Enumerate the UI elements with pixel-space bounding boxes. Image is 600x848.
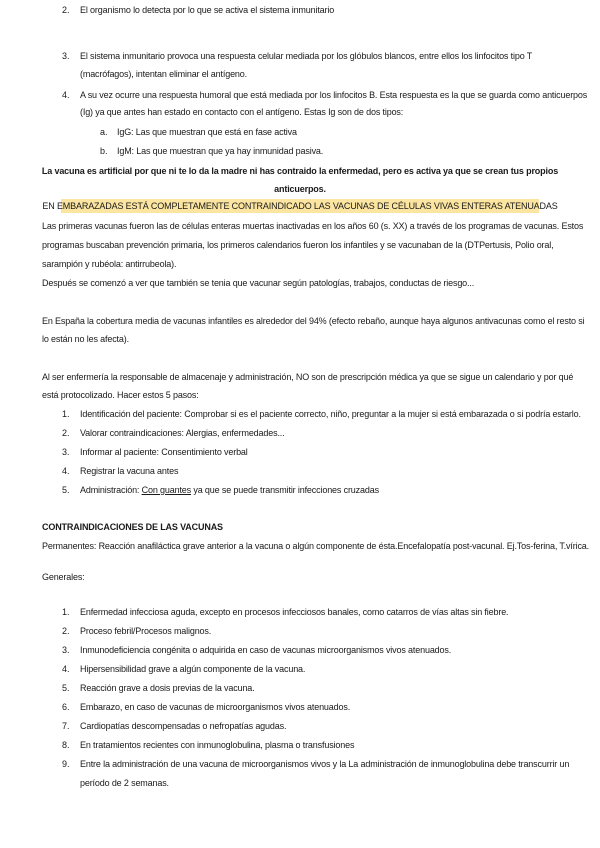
paragraph-line: sarampión y rubéola: antirrubeola). [42, 259, 177, 269]
list-item-continuation: (macrófagos), intentan eliminar el antígeno. [80, 69, 247, 79]
step-number: 4. [62, 466, 70, 476]
step-number: 5. [62, 485, 70, 495]
list-number: 4. [62, 664, 70, 674]
centered-text: La vacuna es artificial por que ni te lo da la madre ni has contraido la enfermedad, pero es activa ya que se crean tus propios [41, 166, 559, 176]
step-item: Informar al paciente: Consentimiento verbal [80, 447, 248, 457]
list-item: Cardiopatías descompensadas o nefropatías agudas. [80, 721, 287, 731]
sub-list-letter: b. [100, 146, 108, 156]
list-item-continuation: período de 2 semanas. [80, 778, 169, 788]
list-item: Embarazo, en caso de vacunas de microorganismos vivos atenuados. [80, 702, 351, 712]
step-item [80, 484, 379, 496]
sub-list-letter: a. [100, 127, 108, 137]
sub-list-item: IgM: Las que muestran que ya hay inmunidad pasiva. [117, 146, 324, 156]
step-text-pre: Administración: [80, 485, 142, 495]
list-number: 3. [62, 51, 70, 61]
list-item-continuation: (Ig) ya que antes han estado en contacto con el antígeno. Estas Ig son de dos tipos: [80, 107, 404, 117]
list-number: 1. [62, 607, 70, 617]
bold-note-continuation [0, 183, 600, 195]
list-number: 2. [62, 5, 70, 15]
step-item: Identificación del paciente: Comprobar si es el paciente correcto, niño, preguntar a la mujer si está embarazada o si podría estarlo. [80, 409, 581, 419]
paragraph-line: lo están no les afecta). [42, 334, 129, 344]
list-item: Entre la administración de una vacuna de microorganismos vivos y la La administración de inmunoglobulina debe transcurrir un [80, 759, 570, 769]
list-item: El organismo lo detecta por lo que se activa el sistema inmunitario [80, 5, 335, 15]
section-heading: CONTRAINDICACIONES DE LAS VACUNAS [42, 522, 223, 532]
paragraph-line: Las primeras vacunas fueron las de células enteras muertas inactivadas en los años 60 (s. XX) a través de los programas de vacunas. Estos [42, 221, 584, 231]
list-number: 3. [62, 645, 70, 655]
step-number: 3. [62, 447, 70, 457]
centered-text: anticuerpos. [274, 184, 326, 194]
step-item: Valorar contraindicaciones: Alergias, enfermedades... [80, 428, 285, 438]
list-item: El sistema inmunitario provoca una respuesta celular mediada por los glóbulos blancos, entre ellos los linfocitos tipo T [80, 51, 533, 61]
list-item: A su vez ocurre una respuesta humoral que está mediada por los linfocitos B. Esta respuesta es la que se guarda como anticuerpos [80, 90, 588, 100]
list-item: Hipersensibilidad grave a algún componente de la vacuna. [80, 664, 306, 674]
underlined-text: Con guantes [141, 485, 192, 495]
section-label: Generales: [42, 572, 85, 582]
paragraph-line: programas buscaban prevención primaria, los primeros calendarios fueron los infantiles y se vacunaban de la (DTPertusis, Polio oral, [42, 240, 554, 250]
highlight-warning [0, 200, 600, 212]
list-number: 4. [62, 90, 70, 100]
list-number: 2. [62, 626, 70, 636]
paragraph-line: Después se comenzó a ver que también se tenia que vacunar según patologías, trabajos, conductas de riesgo... [42, 278, 475, 288]
step-number: 1. [62, 409, 70, 419]
list-number: 9. [62, 759, 70, 769]
list-item: Proceso febril/Procesos malignos. [80, 626, 212, 636]
list-item: Enfermedad infecciosa aguda, excepto en procesos infecciosos banales, como catarros de vías altas sin fiebre. [80, 607, 509, 617]
paragraph-line: está protocolizado. Hacer estos 5 pasos: [42, 390, 199, 400]
paragraph-line: Permanentes: Reacción anafiláctica grave anterior a la vacuna o algún componente de ésta.Encefalopatía post-vacunal. Ej.Tos-ferina, T.vírica. [42, 541, 590, 551]
bold-note [0, 165, 600, 177]
list-item: Reacción grave a dosis previas de la vacuna. [80, 683, 255, 693]
sub-list-item: IgG: Las que muestran que está en fase activa [117, 127, 297, 137]
list-number: 5. [62, 683, 70, 693]
list-number: 7. [62, 721, 70, 731]
step-item: Registrar la vacuna antes [80, 466, 179, 476]
list-item: En tratamientos recientes con inmunoglobulina, plasma o transfusiones [80, 740, 355, 750]
list-number: 6. [62, 702, 70, 712]
list-number: 8. [62, 740, 70, 750]
centered-text: EN EMBARAZADAS ESTÁ COMPLETAMENTE CONTRAINDICADO LAS VACUNAS DE CÉLULAS VIVAS ENTERAS ATENUADAS [42, 201, 558, 211]
step-number: 2. [62, 428, 70, 438]
paragraph-line: En España la cobertura media de vacunas infantiles es alrededor del 94% (efecto rebaño, aunque haya algunos antivacunas como el resto si [42, 316, 585, 326]
paragraph-line: Al ser enfermería la responsable de almacenaje y administración, NO son de prescripción médica ya que se sigue un calendario y por qué [42, 372, 574, 382]
step-text-post: ya que se puede transmitir infecciones cruzadas [191, 485, 379, 495]
list-item: Inmunodeficiencia congénita o adquirida en caso de vacunas microorganismos vivos atenuados. [80, 645, 452, 655]
